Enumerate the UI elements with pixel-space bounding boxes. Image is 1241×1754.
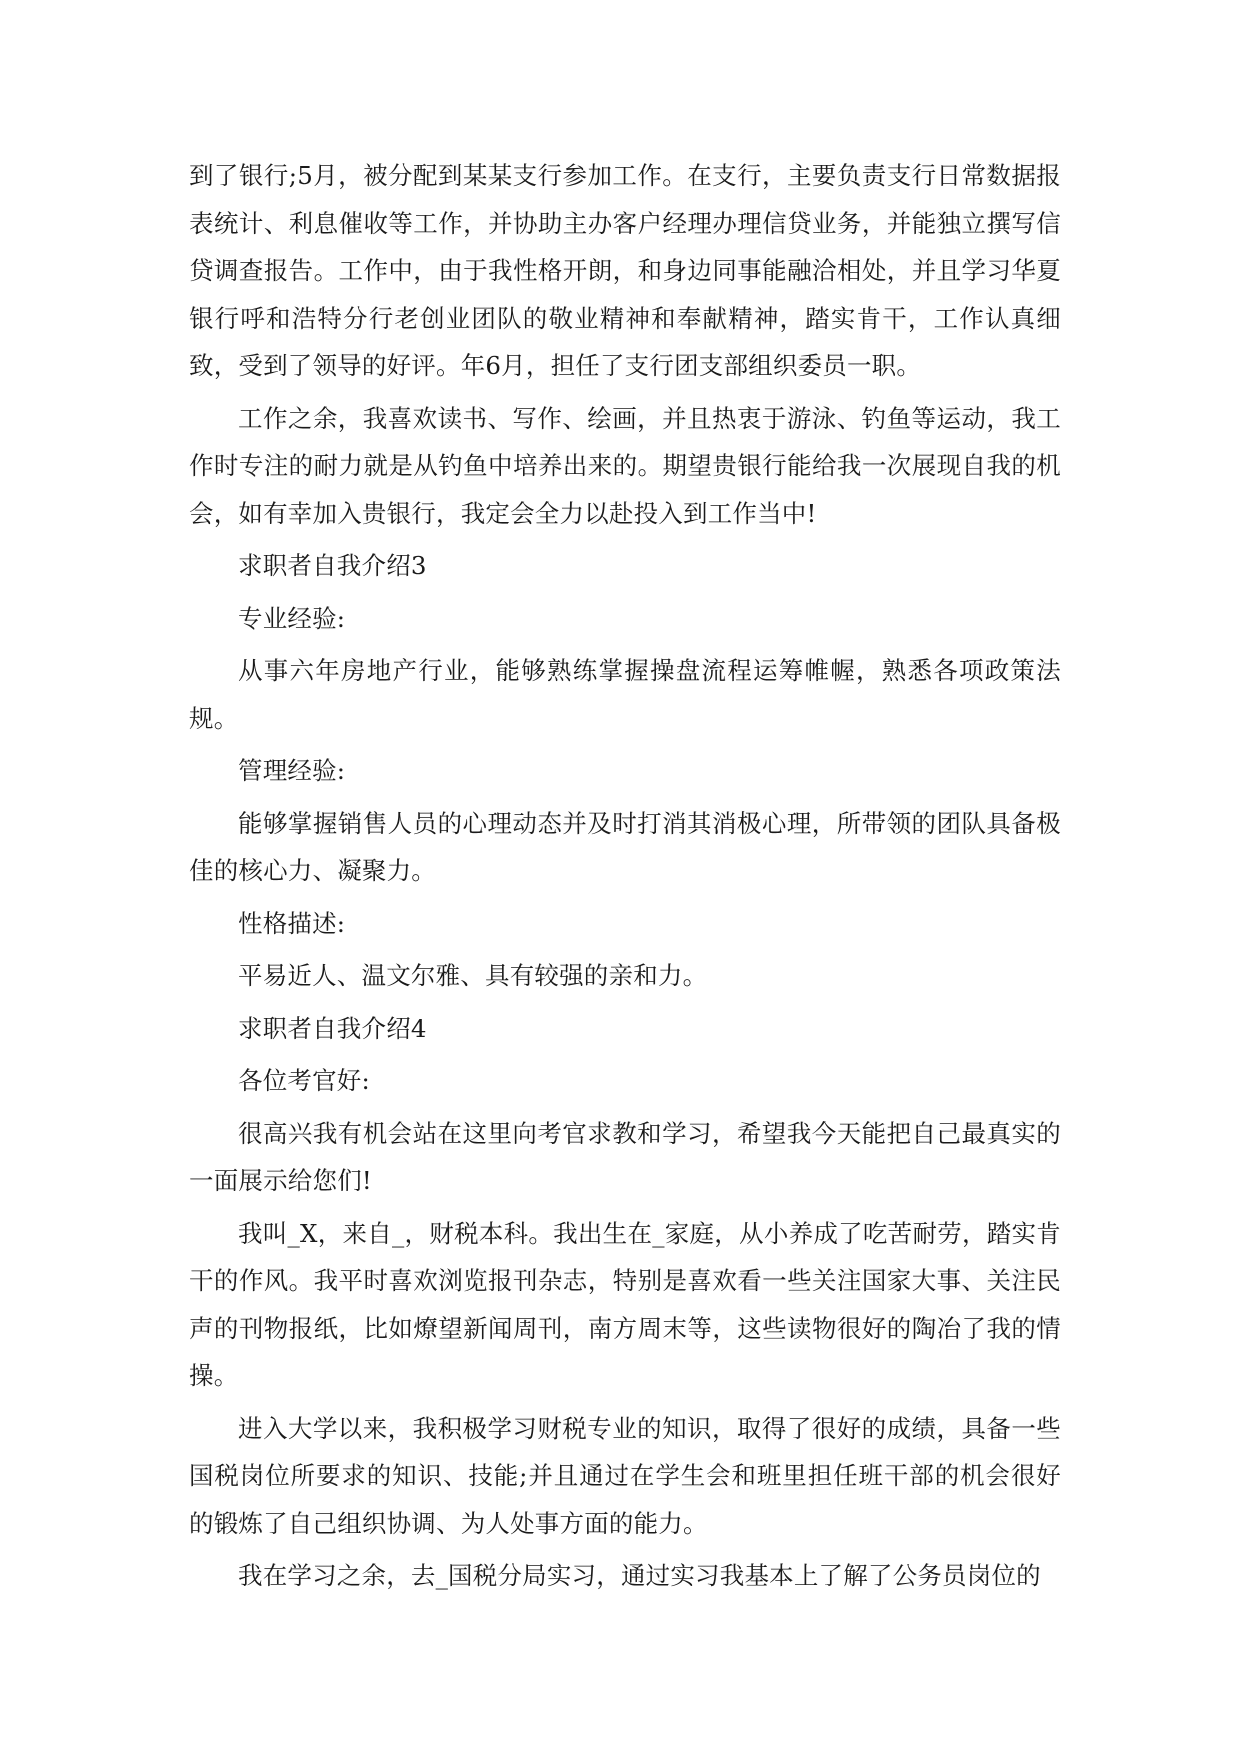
label-personality: 性格描述: [238, 908, 346, 938]
paragraph-self-background: 我叫_X，来自_，财税本科。我出生在_家庭，从小养成了吃苦耐劳，踏实肯干的作风。我平时喜欢浏览报刊杂志，特别是喜欢看一些关注国家大事、关注民声的刊物报纸，比如燎望新闻周刊，南方周末等，这些读物很好的陶冶了我的情操。 [189, 1218, 1061, 1390]
section-heading-intro-3: 求职者自我介绍3 [238, 551, 427, 580]
paragraph-personality: 平易近人、温文尔雅、具有较强的亲和力。 [238, 961, 708, 990]
greeting-examiners: 各位考官好: [238, 1066, 370, 1095]
label-management-experience: 管理经验: [238, 756, 346, 785]
paragraph-hobbies: 工作之余，我喜欢读书、写作、绘画，并且热衷于游泳、钓鱼等运动，我工作时专注的耐力就是从钓鱼中培养出来的。期望贵银行能给我一次展现自我的机会，如有幸加入贵银行，我定会全力以赴投入到工作当中! [189, 403, 1061, 528]
paragraph-management-experience: 能够掌握销售人员的心理动态并及时打消其消极心理，所带领的团队具备极佳的核心力、凝聚力。 [189, 808, 1061, 885]
section-heading-intro-4: 求职者自我介绍4 [238, 1013, 427, 1043]
paragraph-continued-bank-work: 到了银行;5月，被分配到某某支行参加工作。在支行，主要负责支行日常数据报表统计、利息催收等工作，并协助主办客户经理办理信贷业务，并能独立撰写信贷调查报告。工作中，由于我性格开朗，和身边同事能融洽相处，并且学习华夏银行呼和浩特分行老创业团队的敬业精神和奉献精神，踏实肯干，工作认真细致，受到了领导的好评。年6月，担任了支行团支部组织委员一职。 [189, 161, 1061, 380]
label-professional-experience: 专业经验: [238, 603, 346, 633]
document-body [189, 152, 1061, 1605]
paragraph-professional-experience: 从事六年房地产行业，能够熟练掌握操盘流程运筹帷幄，熟悉各项政策法规。 [189, 656, 1061, 733]
paragraph-internship: 我在学习之余，去_国税分局实习，通过实习我基本上了解了公务员岗位的 [238, 1561, 1041, 1590]
paragraph-university: 进入大学以来，我积极学习财税专业的知识，取得了很好的成绩，具备一些国税岗位所要求的知识、技能;并且通过在学生会和班里担任班干部的机会很好的锻炼了自己组织协调、为人处事方面的能力。 [189, 1413, 1061, 1538]
paragraph-opening: 很高兴我有机会站在这里向考官求教和学习，希望我今天能把自己最真实的一面展示给您们! [189, 1118, 1061, 1195]
